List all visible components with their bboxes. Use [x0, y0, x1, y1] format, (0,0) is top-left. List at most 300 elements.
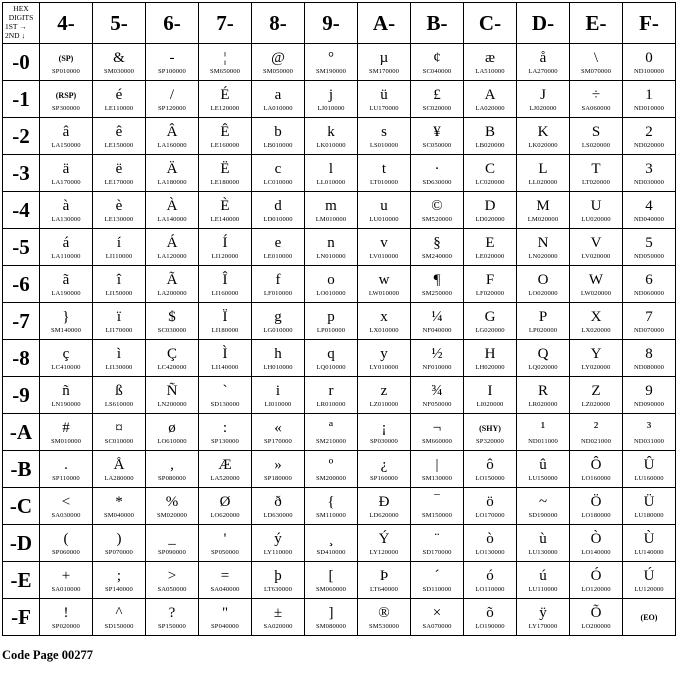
glyph-id: LH020000 [475, 363, 505, 371]
table-row [3, 303, 676, 340]
code-cell [252, 414, 305, 451]
row-header: -E [3, 562, 40, 599]
glyph-id: LA110000 [51, 252, 81, 260]
code-cell [464, 525, 517, 562]
glyph-id: ND070000 [633, 326, 665, 334]
character-glyph: Ø [219, 493, 231, 510]
glyph-id: LE150000 [104, 141, 134, 149]
character-glyph: ( [63, 530, 69, 547]
code-cell [305, 562, 358, 599]
code-cell [252, 377, 305, 414]
glyph-id: SP020000 [52, 622, 80, 630]
character-glyph: (SP) [58, 53, 74, 63]
code-cell [411, 192, 464, 229]
glyph-id: LI160000 [211, 289, 239, 297]
code-cell [623, 81, 676, 118]
character-glyph: ¾ [431, 382, 443, 399]
column-header: D- [517, 3, 570, 44]
glyph-id: SP120000 [158, 104, 186, 112]
glyph-id: ND020000 [633, 141, 665, 149]
table-row [3, 562, 676, 599]
character-glyph: Ê [220, 123, 230, 140]
glyph-id: SD170000 [422, 548, 452, 556]
character-glyph: 2 [645, 123, 653, 140]
code-cell [305, 414, 358, 451]
character-glyph: (SHY) [479, 423, 501, 433]
code-cell [93, 488, 146, 525]
character-glyph: S [591, 123, 601, 140]
character-glyph: Þ [379, 567, 389, 584]
code-cell [517, 377, 570, 414]
glyph-id: LA200000 [157, 289, 187, 297]
code-cell [146, 414, 199, 451]
code-cell [252, 192, 305, 229]
character-glyph: 5 [645, 234, 653, 251]
code-cell [411, 599, 464, 636]
character-glyph: å [539, 49, 547, 66]
code-cell [93, 118, 146, 155]
character-glyph: M [536, 197, 550, 214]
character-glyph: ¦ [223, 49, 227, 66]
glyph-id: LI180000 [211, 326, 239, 334]
code-cell [358, 44, 411, 81]
character-glyph: ó [486, 567, 494, 584]
legend-line1: HEX [13, 4, 29, 13]
glyph-id: SC010000 [104, 437, 134, 445]
glyph-id: LX010000 [369, 326, 399, 334]
code-cell [199, 340, 252, 377]
code-cell [411, 451, 464, 488]
code-cell [623, 266, 676, 303]
code-cell [40, 155, 93, 192]
character-glyph: C [484, 160, 495, 177]
character-glyph: (EO) [640, 612, 658, 622]
code-cell [93, 451, 146, 488]
character-glyph: Ë [220, 160, 230, 177]
character-glyph: % [165, 493, 179, 510]
character-glyph: ` [222, 382, 228, 399]
code-cell [464, 44, 517, 81]
character-glyph: g [274, 308, 282, 325]
glyph-id: SP010000 [52, 67, 80, 75]
glyph-id: SP100000 [158, 67, 186, 75]
character-glyph: b [274, 123, 282, 140]
character-glyph: Y [590, 345, 602, 362]
glyph-id: LS020000 [581, 141, 611, 149]
code-cell [40, 340, 93, 377]
glyph-id: LU160000 [634, 474, 664, 482]
character-glyph: ä [62, 160, 70, 177]
code-cell [570, 192, 623, 229]
glyph-id: LH010000 [263, 363, 293, 371]
code-cell [40, 192, 93, 229]
table-row [3, 340, 676, 377]
legend-line4: 2ND ↓ [5, 31, 26, 40]
character-glyph: k [327, 123, 335, 140]
character-glyph: ³ [646, 419, 652, 436]
character-glyph: ì [116, 345, 122, 362]
legend-line3: 1ST → [5, 22, 27, 31]
character-glyph: ý [274, 530, 282, 547]
glyph-id: LP020000 [528, 326, 558, 334]
character-glyph: ² [593, 419, 599, 436]
code-cell [570, 118, 623, 155]
code-cell [358, 81, 411, 118]
glyph-id: LU150000 [528, 474, 558, 482]
character-glyph: N [537, 234, 549, 251]
code-cell [358, 562, 411, 599]
character-glyph: û [539, 456, 547, 473]
table-row [3, 451, 676, 488]
glyph-id: LR020000 [528, 400, 558, 408]
glyph-id: LA170000 [51, 178, 81, 186]
code-cell [40, 525, 93, 562]
glyph-id: SD110000 [422, 585, 452, 593]
glyph-id: SM150000 [421, 511, 453, 519]
character-glyph: 1 [645, 86, 653, 103]
column-header: 9- [305, 3, 358, 44]
glyph-id: ND050000 [633, 252, 665, 260]
character-glyph: ; [116, 567, 122, 584]
code-cell [570, 599, 623, 636]
code-cell [411, 155, 464, 192]
glyph-id: LD010000 [263, 215, 293, 223]
character-glyph: [ [328, 567, 334, 584]
glyph-id: SP300000 [52, 104, 80, 112]
code-cell [464, 599, 517, 636]
glyph-id: LS610000 [104, 400, 134, 408]
code-cell [464, 266, 517, 303]
character-glyph: c [274, 160, 282, 177]
character-glyph: è [115, 197, 123, 214]
code-cell [305, 229, 358, 266]
code-cell [40, 229, 93, 266]
glyph-id: LA010000 [263, 104, 293, 112]
code-cell [623, 525, 676, 562]
glyph-id: LO120000 [581, 585, 611, 593]
character-glyph: A [484, 86, 496, 103]
code-cell [358, 525, 411, 562]
character-glyph: £ [433, 86, 441, 103]
glyph-id: SM050000 [262, 67, 294, 75]
glyph-id: SA010000 [51, 585, 81, 593]
code-cell [252, 488, 305, 525]
code-cell [146, 562, 199, 599]
glyph-id: SM190000 [315, 67, 347, 75]
code-cell [411, 525, 464, 562]
column-header: A- [358, 3, 411, 44]
glyph-id: SM200000 [315, 474, 347, 482]
code-cell [623, 451, 676, 488]
glyph-id: ND010000 [633, 104, 665, 112]
code-cell [40, 81, 93, 118]
code-cell [40, 266, 93, 303]
character-glyph: Q [537, 345, 549, 362]
row-header: -D [3, 525, 40, 562]
table-row [3, 377, 676, 414]
row-header: -5 [3, 229, 40, 266]
row-header: -4 [3, 192, 40, 229]
glyph-id: LI170000 [105, 326, 133, 334]
code-cell [146, 118, 199, 155]
glyph-id: SP160000 [370, 474, 398, 482]
character-glyph: ¹ [540, 419, 546, 436]
character-glyph: ç [62, 345, 70, 362]
column-header: B- [411, 3, 464, 44]
code-cell [517, 155, 570, 192]
character-glyph: Ï [222, 308, 228, 325]
glyph-id: SP180000 [264, 474, 292, 482]
glyph-id: SM110000 [316, 511, 346, 519]
column-header: F- [623, 3, 676, 44]
glyph-id: SD190000 [528, 511, 558, 519]
code-cell [93, 303, 146, 340]
character-glyph: Ü [643, 493, 655, 510]
code-cell [199, 155, 252, 192]
glyph-id: LO170000 [475, 511, 505, 519]
row-header: -1 [3, 81, 40, 118]
glyph-id: SA070000 [422, 622, 452, 630]
glyph-id: ND031000 [633, 437, 665, 445]
glyph-id: SA060000 [581, 104, 611, 112]
character-glyph: Z [591, 382, 601, 399]
code-cell [146, 155, 199, 192]
character-glyph: t [381, 160, 387, 177]
character-glyph: @ [271, 49, 285, 66]
glyph-id: LJ010000 [317, 104, 345, 112]
glyph-id: SM030000 [103, 67, 135, 75]
glyph-id: LA140000 [157, 215, 187, 223]
glyph-id: SP150000 [158, 622, 186, 630]
code-cell [199, 488, 252, 525]
code-cell [623, 414, 676, 451]
glyph-id: LC420000 [157, 363, 187, 371]
character-glyph: · [434, 160, 440, 177]
code-cell [146, 451, 199, 488]
glyph-id: LE160000 [210, 141, 240, 149]
row-header: -F [3, 599, 40, 636]
character-glyph: Ó [590, 567, 602, 584]
code-cell [93, 155, 146, 192]
table-row [3, 192, 676, 229]
code-cell [464, 414, 517, 451]
glyph-id: LY120000 [369, 548, 399, 556]
code-cell [517, 81, 570, 118]
code-cell [517, 599, 570, 636]
code-cell [411, 229, 464, 266]
glyph-id: LA270000 [528, 67, 558, 75]
code-cell [93, 266, 146, 303]
character-glyph: | [435, 456, 439, 473]
character-glyph: ö [486, 493, 494, 510]
glyph-id: LU170000 [369, 104, 399, 112]
column-header: 4- [40, 3, 93, 44]
code-cell [252, 266, 305, 303]
character-glyph: \ [593, 49, 599, 66]
character-glyph: Õ [590, 604, 602, 621]
code-cell [252, 599, 305, 636]
character-glyph: ¸ [328, 530, 334, 547]
character-glyph: ï [116, 308, 122, 325]
glyph-id: SM650000 [209, 67, 241, 75]
glyph-id: ND100000 [633, 67, 665, 75]
character-glyph: 0 [645, 49, 653, 66]
glyph-id: LK010000 [316, 141, 346, 149]
character-glyph: É [220, 86, 230, 103]
character-glyph: ® [378, 604, 390, 621]
glyph-id: LO130000 [475, 548, 505, 556]
character-glyph: , [170, 456, 174, 473]
character-glyph: w [378, 271, 390, 288]
character-glyph: ò [486, 530, 494, 547]
glyph-id: LN190000 [51, 400, 81, 408]
code-cell [464, 488, 517, 525]
character-glyph: > [167, 567, 177, 584]
code-cell [623, 599, 676, 636]
glyph-id: LT640000 [369, 585, 399, 593]
table-row [3, 118, 676, 155]
column-header: E- [570, 3, 623, 44]
code-cell [570, 303, 623, 340]
glyph-id: SP080000 [158, 474, 186, 482]
glyph-id: LE120000 [210, 104, 240, 112]
code-cell [305, 303, 358, 340]
code-cell [411, 414, 464, 451]
code-cell [93, 229, 146, 266]
character-glyph: 6 [645, 271, 653, 288]
character-glyph: Ñ [166, 382, 178, 399]
character-glyph: Đ [378, 493, 390, 510]
row-header: -0 [3, 44, 40, 81]
code-cell [146, 525, 199, 562]
glyph-id: LO620000 [210, 511, 240, 519]
character-glyph: f [275, 271, 281, 288]
character-glyph: ¡ [381, 419, 387, 436]
code-cell [199, 525, 252, 562]
character-glyph: F [485, 271, 495, 288]
character-glyph: ^ [115, 604, 123, 621]
code-cell [146, 599, 199, 636]
code-cell [305, 44, 358, 81]
glyph-id: LY010000 [369, 363, 399, 371]
code-cell [517, 229, 570, 266]
character-glyph: ô [486, 456, 494, 473]
code-cell [464, 229, 517, 266]
table-row [3, 81, 676, 118]
character-glyph: ° [328, 49, 334, 66]
character-glyph: ‾ [434, 493, 440, 510]
character-glyph: 4 [645, 197, 653, 214]
character-glyph: Û [643, 456, 655, 473]
code-cell [358, 414, 411, 451]
character-glyph: R [537, 382, 548, 399]
code-cell [305, 451, 358, 488]
glyph-id: LW010000 [368, 289, 400, 297]
code-cell [623, 562, 676, 599]
glyph-id: LA190000 [51, 289, 81, 297]
glyph-id: LL010000 [316, 178, 346, 186]
glyph-id: LN020000 [528, 252, 558, 260]
code-cell [411, 118, 464, 155]
character-glyph: Î [222, 271, 228, 288]
glyph-id: LE170000 [104, 178, 134, 186]
character-glyph: * [115, 493, 123, 510]
glyph-id: SP050000 [211, 548, 239, 556]
row-header: -2 [3, 118, 40, 155]
glyph-id: LZ020000 [581, 400, 611, 408]
character-glyph: ë [115, 160, 123, 177]
code-cell [93, 81, 146, 118]
code-cell [411, 562, 464, 599]
code-cell [40, 377, 93, 414]
row-header: -3 [3, 155, 40, 192]
glyph-id: SM660000 [421, 437, 453, 445]
glyph-id: SM250000 [421, 289, 453, 297]
glyph-id: LD020000 [475, 215, 505, 223]
character-glyph: º [328, 456, 334, 473]
glyph-id: LO110000 [475, 585, 505, 593]
character-glyph: ½ [431, 345, 443, 362]
glyph-id: LP010000 [316, 326, 346, 334]
character-glyph: v [380, 234, 388, 251]
character-glyph: O [537, 271, 549, 288]
code-cell [146, 488, 199, 525]
code-cell [570, 229, 623, 266]
glyph-id: SP130000 [211, 437, 239, 445]
code-cell [623, 303, 676, 340]
character-glyph: Â [166, 123, 178, 140]
glyph-id: ND030000 [633, 178, 665, 186]
code-cell [623, 118, 676, 155]
code-cell [358, 303, 411, 340]
character-glyph: × [432, 604, 442, 621]
character-glyph: ñ [62, 382, 70, 399]
glyph-id: LI110000 [105, 252, 133, 260]
glyph-id: SP110000 [52, 474, 80, 482]
code-cell [358, 192, 411, 229]
row-header: -A [3, 414, 40, 451]
glyph-id: ND090000 [633, 400, 665, 408]
code-cell [517, 266, 570, 303]
code-cell [464, 118, 517, 155]
glyph-id: LC020000 [475, 178, 505, 186]
character-glyph: a [274, 86, 282, 103]
code-cell [93, 377, 146, 414]
character-glyph: E [485, 234, 495, 251]
glyph-id: SM240000 [421, 252, 453, 260]
code-cell [411, 266, 464, 303]
character-glyph: T [591, 160, 601, 177]
character-glyph: j [328, 86, 334, 103]
character-glyph: & [113, 49, 125, 66]
character-glyph: H [484, 345, 496, 362]
character-glyph: } [62, 308, 70, 325]
code-cell [517, 44, 570, 81]
code-cell [40, 451, 93, 488]
glyph-id: SA020000 [263, 622, 293, 630]
glyph-id: LT010000 [369, 178, 399, 186]
glyph-id: LF020000 [475, 289, 505, 297]
character-glyph: V [590, 234, 602, 251]
glyph-id: LX020000 [581, 326, 611, 334]
code-cell [40, 118, 93, 155]
glyph-id: LU180000 [634, 511, 664, 519]
glyph-id: LD630000 [263, 511, 293, 519]
code-cell [40, 414, 93, 451]
glyph-id: LN200000 [157, 400, 187, 408]
row-header: -9 [3, 377, 40, 414]
code-cell [411, 488, 464, 525]
